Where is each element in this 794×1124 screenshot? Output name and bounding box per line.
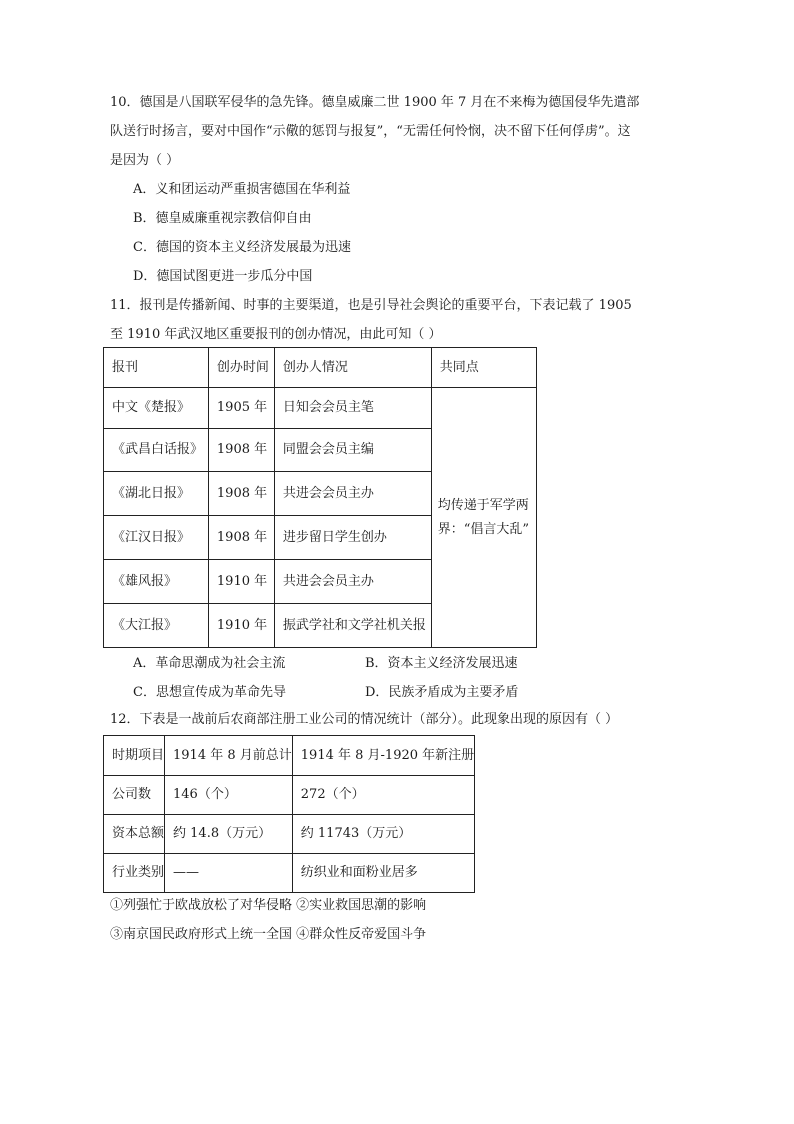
table-cell: 《雄风报》 <box>104 560 209 604</box>
q11-option-b: B．资本主义经济发展迅速 <box>365 656 518 671</box>
table-row <box>104 776 475 815</box>
table-cell: 中文《楚报》 <box>104 388 209 429</box>
header-cell: 共同点 <box>431 348 536 388</box>
table-cell: 共进会会员主办 <box>274 472 431 516</box>
table-cell: 1910 年 <box>208 604 274 648</box>
header-cell: 创办人情况 <box>274 348 431 388</box>
q12-items-line-1: ①列强忙于欧战放松了对华侵略 ②实业救国思潮的影响 <box>110 898 427 913</box>
table-cell: 1905 年 <box>208 388 274 429</box>
q10-option-a: A．义和团运动严重损害德国在华利益 <box>133 182 351 197</box>
q12-company-table <box>103 735 475 893</box>
header-cell: 创办时间 <box>208 348 274 388</box>
table-cell: 《江汉日报》 <box>104 516 209 560</box>
q10-stem-line-2: 队送行时扬言，要对中国作“示儆的惩罚与报复”，“无需任何怜悯，决不留下任何俘虏”。这 <box>110 124 631 139</box>
q11-stem-line-1: 11．报刊是传播新闻、时事的主要渠道，也是引导社会舆论的重要平台，下表记载了 1905 <box>110 298 632 313</box>
table-cell: 振武学社和文学社机关报 <box>274 604 431 648</box>
q11-stem-line-2: 至 1910 年武汉地区重要报刊的创办情况，由此可知（ ） <box>110 327 442 342</box>
q10-option-c: C．德国的资本主义经济发展最为迅速 <box>133 240 351 255</box>
table-header-row <box>104 736 475 776</box>
q11-option-c: C．思想宣传成为革命先导 <box>133 685 286 700</box>
table-cell: —— <box>165 854 293 893</box>
table-row <box>104 854 475 893</box>
table-cell: 纺织业和面粉业居多 <box>292 854 474 893</box>
table-cell: 1908 年 <box>208 429 274 472</box>
common-point-cell: 均传递于军学两界：“倡言大乱” <box>431 388 536 648</box>
q10-stem-line-1: 10．德国是八国联军侵华的急先锋。德皇威廉二世 1900 年 7 月在不来梅为德国侵华先遣部 <box>110 95 640 110</box>
table-cell: 进步留日学生创办 <box>274 516 431 560</box>
q11-option-d: D．民族矛盾成为主要矛盾 <box>365 685 519 700</box>
table-header-row <box>104 348 537 388</box>
q10-stem-line-3: 是因为（ ） <box>110 153 180 168</box>
q10-option-d: D．德国试图更进一步瓜分中国 <box>133 269 313 284</box>
q10-option-b: B．德皇威廉重视宗教信仰自由 <box>133 211 312 226</box>
table-cell: 共进会会员主办 <box>274 560 431 604</box>
table-cell: 146（个） <box>165 776 293 815</box>
table-cell: 《大江报》 <box>104 604 209 648</box>
table-cell: 资本总额 <box>104 815 165 854</box>
header-cell: 时期项目 <box>104 736 165 776</box>
q11-option-a: A．革命思潮成为社会主流 <box>133 656 286 671</box>
table-row <box>104 815 475 854</box>
header-cell: 1914 年 8 月前总计 <box>165 736 293 776</box>
table-cell: 《湖北日报》 <box>104 472 209 516</box>
q12-items-line-2: ③南京国民政府形式上统一全国 ④群众性反帝爱国斗争 <box>110 927 427 942</box>
table-cell: 《武昌白话报》 <box>104 429 209 472</box>
table-cell: 1908 年 <box>208 472 274 516</box>
table-cell: 272（个） <box>292 776 474 815</box>
table-row <box>104 388 537 429</box>
table-cell: 1910 年 <box>208 560 274 604</box>
header-cell: 报刊 <box>104 348 209 388</box>
table-cell: 公司数 <box>104 776 165 815</box>
table-cell: 日知会会员主笔 <box>274 388 431 429</box>
q12-stem: 12．下表是一战前后农商部注册工业公司的情况统计（部分）。此现象出现的原因有（ ） <box>110 712 619 727</box>
table-cell: 约 11743（万元） <box>292 815 474 854</box>
table-cell: 约 14.8（万元） <box>165 815 293 854</box>
table-cell: 1908 年 <box>208 516 274 560</box>
q11-newspaper-table <box>103 347 537 648</box>
table-cell: 同盟会会员主编 <box>274 429 431 472</box>
header-cell: 1914 年 8 月-1920 年新注册 <box>292 736 474 776</box>
table-cell: 行业类别 <box>104 854 165 893</box>
